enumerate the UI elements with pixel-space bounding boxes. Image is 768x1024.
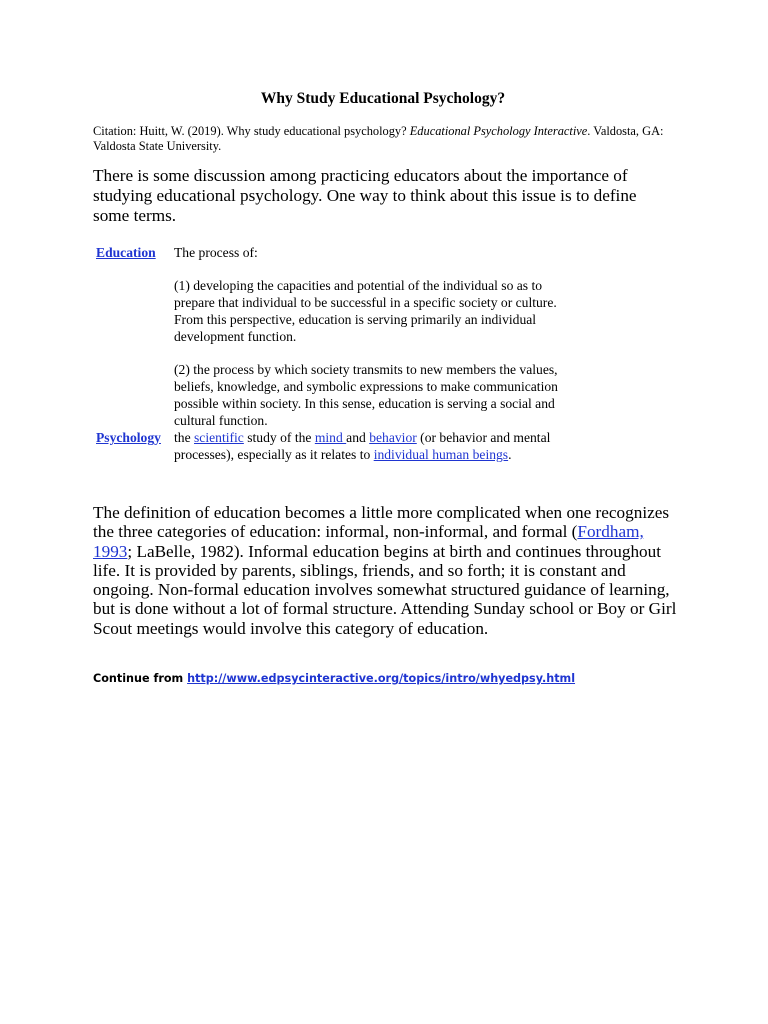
- psychology-text: study of the: [243, 430, 315, 445]
- psychology-definition: [174, 429, 564, 463]
- citation-suffix: . Valdosta, GA: Valdosta State University.: [93, 124, 664, 153]
- continue-label: Continue from: [93, 672, 188, 685]
- definition-psychology: [93, 429, 573, 463]
- definition-education: [93, 244, 573, 429]
- citation: [93, 124, 673, 153]
- definitions-table: [93, 244, 573, 463]
- continue-from-line: [93, 672, 575, 686]
- fordham-1993-link[interactable]: Fordham, 1993: [93, 522, 644, 561]
- psychology-text: .: [508, 447, 512, 462]
- psychology-term-link[interactable]: Psychology: [96, 430, 161, 445]
- psychology-text: the: [174, 430, 195, 445]
- body-paragraph: [93, 503, 678, 638]
- psychology-text: (or behavior and mental processes), especially as it relates to: [174, 430, 551, 462]
- continue-url-link[interactable]: http://www.edpsycinteractive.org/topics/intro/whyedpsy.html: [187, 672, 576, 685]
- citation-journal: Educational Psychology Interactive: [409, 124, 588, 138]
- psychology-text: and: [346, 430, 370, 445]
- scientific-link[interactable]: scientific: [194, 430, 244, 445]
- education-lead: The process of:: [174, 245, 258, 260]
- behavior-link[interactable]: behavior: [369, 430, 417, 445]
- body-text: The definition of education becomes a little more complicated when one recognizes the three categories of education: informal, non-informal, and formal (: [93, 503, 670, 542]
- mind-link[interactable]: mind: [314, 430, 347, 445]
- individual-human-beings-link[interactable]: individual human beings: [373, 447, 509, 462]
- body-text: ; LaBelle, 1982). Informal education begins at birth and continues throughout life. It is provided by parents, siblings, friends, and so forth; it is constant and ongoing. Non-formal education involves somewhat structured guidance of learning, but is done without a lot of formal structure. Attending Sunday school or Boy or Girl Scout meetings would involve this category of education.: [93, 541, 677, 638]
- document-title: Why Study Educational Psychology?: [260, 90, 506, 107]
- intro-paragraph: There is some discussion among practicing educators about the importance of studying educational psychology. One way to think about this issue is to define some terms.: [93, 166, 637, 225]
- education-point-2: (2) the process by which society transmits to new members the values, beliefs, knowledge, and symbolic expressions to make communication possible within society. In this sense, education is serving a social and cultural function.: [174, 362, 558, 428]
- education-term-link[interactable]: Education: [96, 245, 156, 260]
- citation-prefix: Citation: Huitt, W. (2019). Why study educational psychology?: [93, 124, 410, 138]
- education-definition: [174, 244, 564, 429]
- education-point-1: (1) developing the capacities and potential of the individual so as to prepare that individual to be successful in a specific society or culture. From this perspective, education is serving primarily an individual development function.: [174, 278, 557, 344]
